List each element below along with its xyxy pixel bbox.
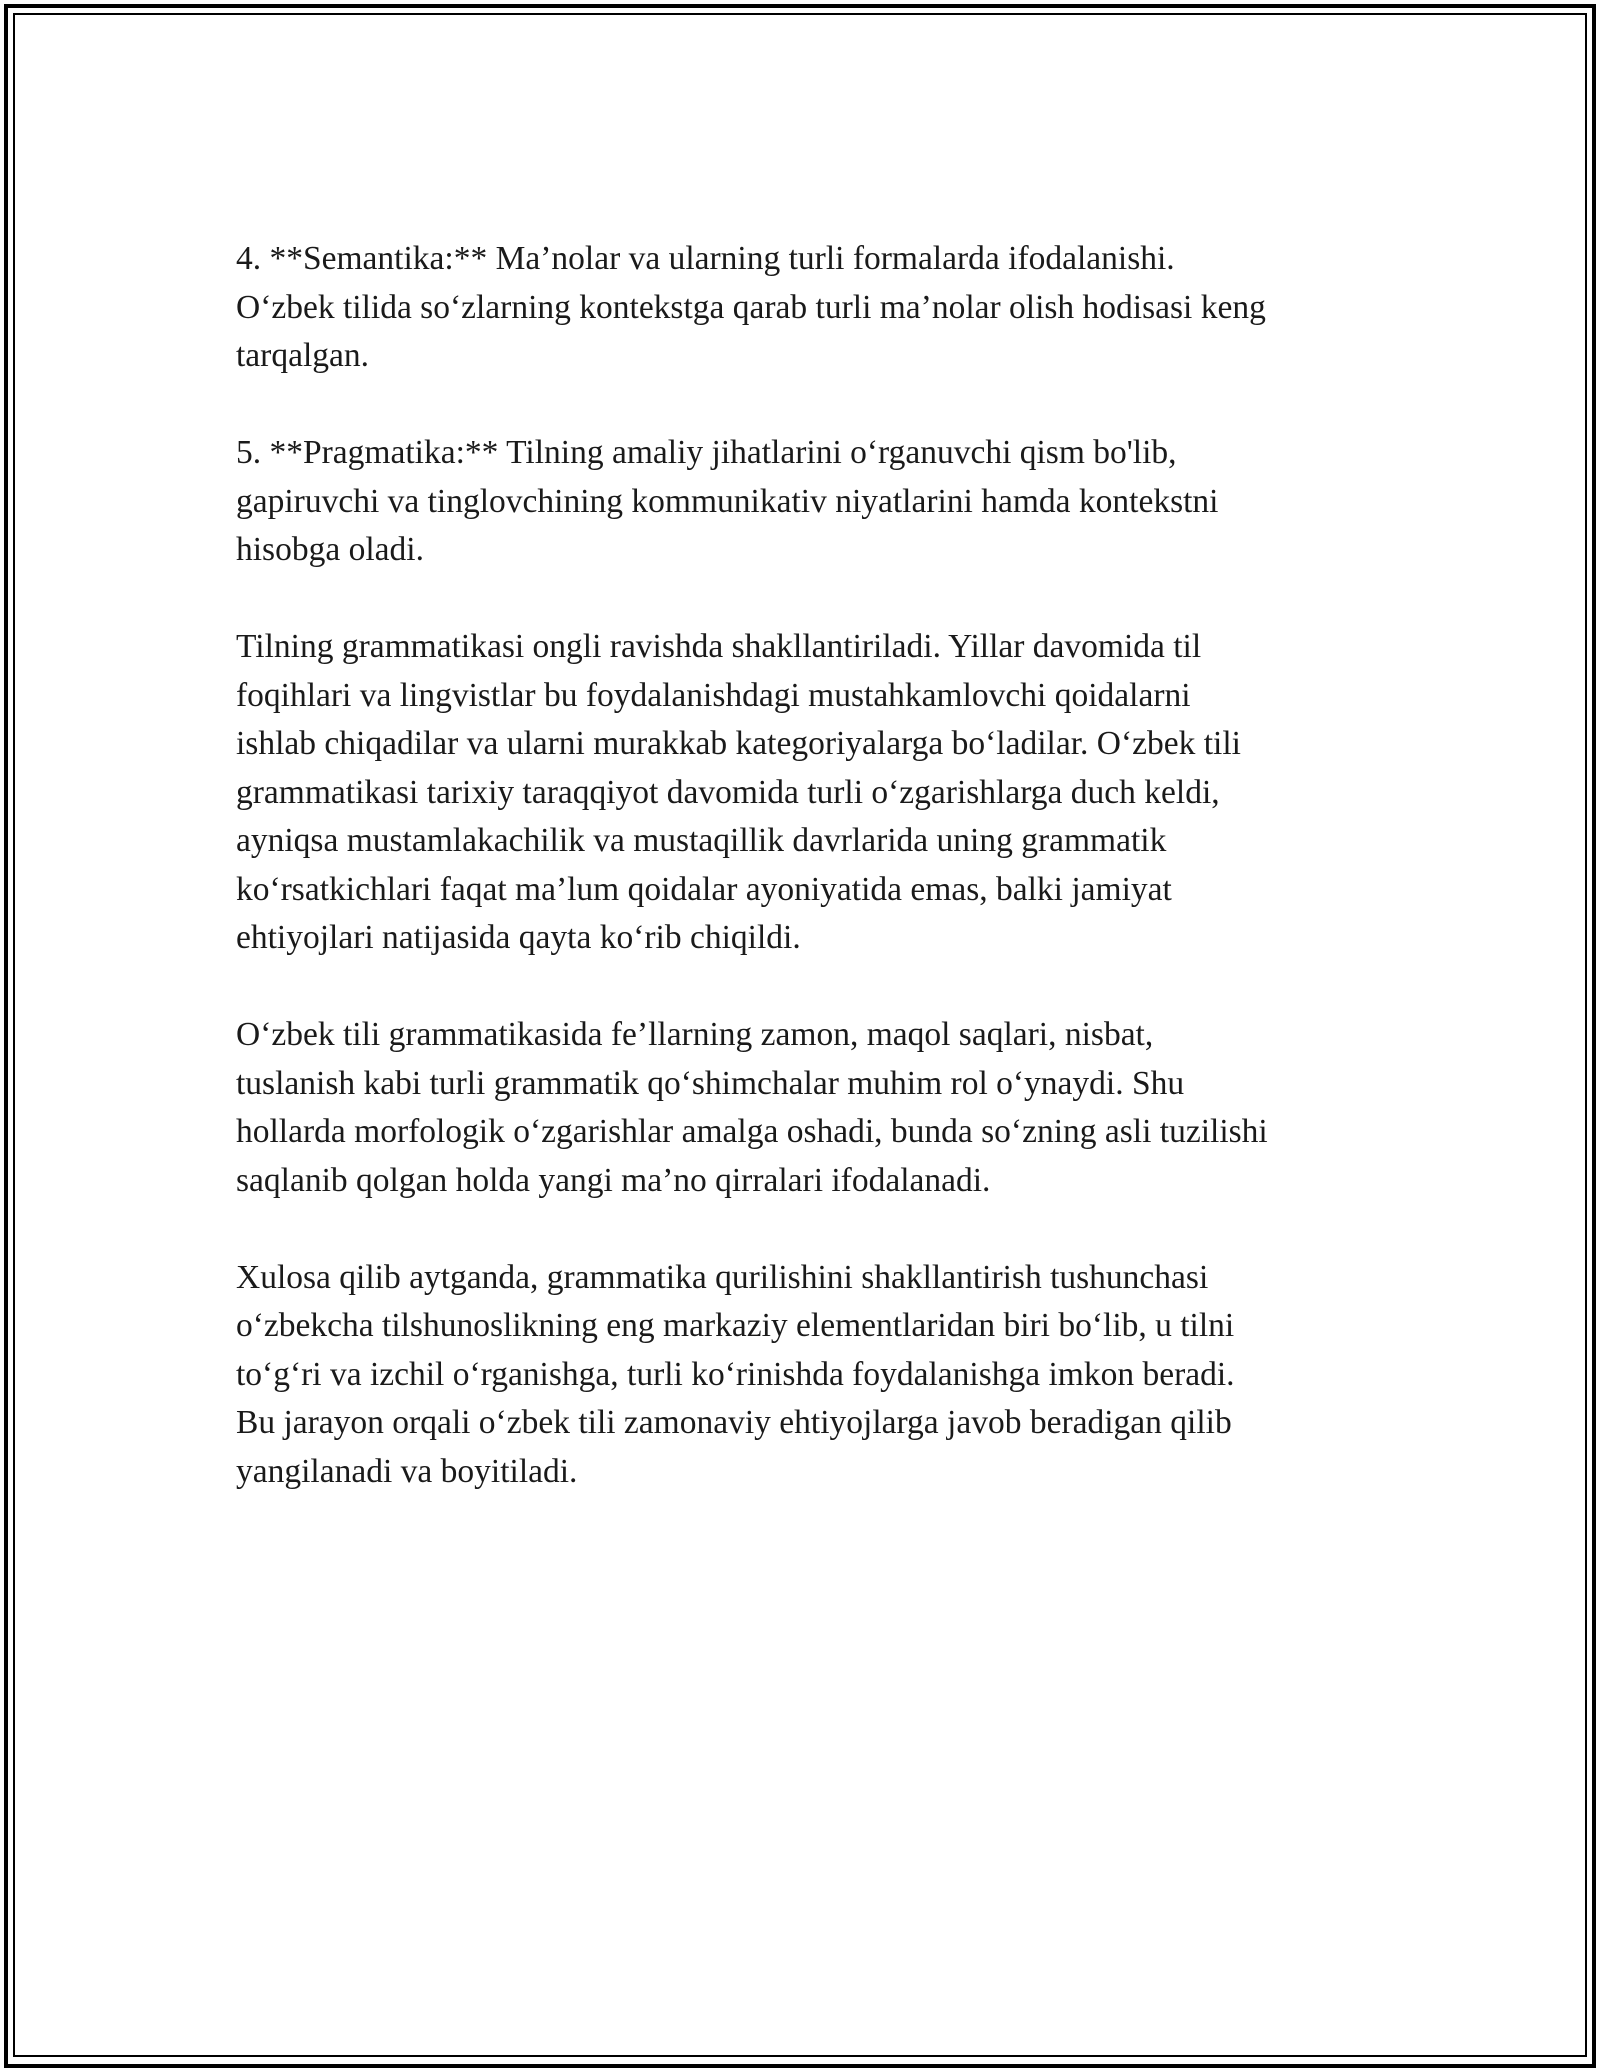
text-line: to‘g‘ri va izchil o‘rganishga, turli ko‘rinishda foydalanishga imkon beradi.: [236, 1355, 1235, 1393]
paragraph-semantika: [236, 235, 1376, 381]
text-line: Bu jarayon orqali o‘zbek tili zamonaviy ehtiyojlarga javob beradigan qilib: [236, 1404, 1232, 1441]
text-line: ko‘rsatkichlari faqat ma’lum qoidalar ayoniyatida emas, balki jamiyat: [236, 870, 1172, 908]
text-line: ishlab chiqadilar va ularni murakkab kategoriyalarga bo‘ladilar. O‘zbek tili: [236, 725, 1241, 762]
text-line: 4. **Semantika:** Ma’nolar va ularning turli formalarda ifodalanishi.: [236, 240, 1175, 277]
text-line: hollarda morfologik o‘zgarishlar amalga oshadi, bunda so‘zning asli tuzilishi: [236, 1113, 1268, 1150]
text-line: tarqalgan.: [236, 337, 370, 374]
text-line: o‘zbekcha tilshunoslikning eng markaziy elementlaridan biri bo‘lib, u tilni: [236, 1307, 1235, 1344]
paragraph-morfologiya: [236, 1011, 1376, 1205]
text-line: Xulosa qilib aytganda, grammatika qurilishini shakllantirish tushunchasi: [236, 1258, 1209, 1296]
text-line: saqlanib qolgan holda yangi ma’no qirralari ifodalanadi.: [236, 1161, 991, 1199]
text-line: yangilanadi va boyitiladi.: [236, 1452, 578, 1490]
text-line: Tilning grammatikasi ongli ravishda shakllantiriladi. Yillar davomida til: [236, 628, 1202, 665]
document-body: [236, 235, 1376, 1545]
text-line: ehtiyojlari natijasida qayta ko‘rib chiqildi.: [236, 919, 801, 956]
paragraph-pragmatika: [236, 429, 1376, 575]
paragraph-grammatika: [236, 623, 1376, 963]
text-line: 5. **Pragmatika:** Tilning amaliy jihatlarini o‘rganuvchi qism bo'lib,: [236, 434, 1177, 471]
text-line: grammatikasi tarixiy taraqqiyot davomida turli o‘zgarishlarga duch keldi,: [236, 773, 1220, 811]
paragraph-xulosa: [236, 1254, 1376, 1497]
text-line: tuslanish kabi turli grammatik qo‘shimchalar muhim rol o‘ynaydi. Shu: [236, 1064, 1185, 1102]
text-line: foqihlari va lingvistlar bu foydalanishdagi mustahkamlovchi qoidalarni: [236, 676, 1191, 714]
text-line: O‘zbek tilida so‘zlarning kontekstga qarab turli ma’nolar olish hodisasi keng: [236, 288, 1266, 326]
text-line: gapiruvchi va tinglovchining kommunikativ niyatlarini hamda kontekstni: [236, 482, 1219, 520]
text-line: O‘zbek tili grammatikasida fe’llarning zamon, maqol saqlari, nisbat,: [236, 1016, 1154, 1053]
text-line: ayniqsa mustamlakachilik va mustaqillik davrlarida uning grammatik: [236, 822, 1167, 859]
text-line: hisobga oladi.: [236, 531, 424, 568]
